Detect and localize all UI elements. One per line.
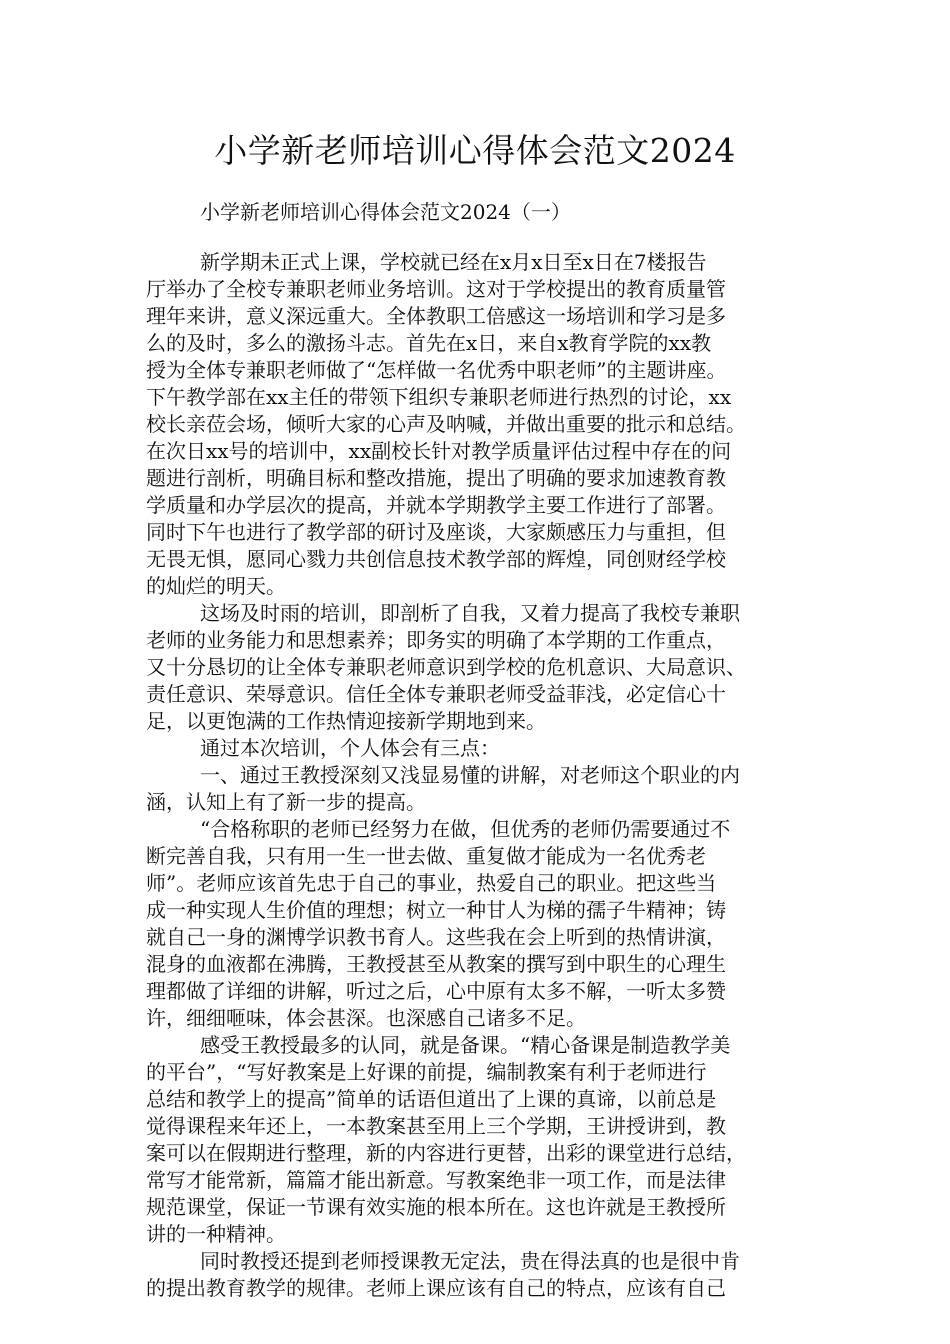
text-line: 理年来讲，意义深远重大。全体教职工倍感这一场培训和学习是多 — [146, 304, 726, 328]
text-line: 足，以更饱满的工作热情迎接新学期地到来。 — [146, 709, 546, 733]
text-line: 学质量和办学层次的提高，并就本学期教学主要工作进行了部署。 — [146, 493, 726, 517]
text-line: 断完善自我，只有用一生一世去做、重复做才能成为一名优秀老 — [146, 844, 706, 868]
text-line: 的提出教育教学的规律。老师上课应该有自己的特点，应该有自己 — [146, 1276, 726, 1300]
text-line: 混身的血液都在沸腾，王教授甚至从教案的撰写到中职生的心理生 — [146, 952, 726, 976]
text-line: 总结和教学上的提高”简单的话语但道出了上课的真谛，以前总是 — [146, 1087, 717, 1111]
text-line: 案可以在假期进行整理，新的内容进行更替，出彩的课堂进行总结， — [146, 1141, 746, 1165]
text-line: 规范课堂，保证一节课有效实施的根本所在。这也许就是王教授所 — [146, 1195, 726, 1219]
text-line: 在次日xx号的培训中，xx副校长针对教学质量评估过程中存在的问 — [146, 439, 732, 463]
text-line: 新学期未正式上课，学校就已经在x月x日至x日在7楼报告 — [200, 250, 707, 274]
text-line: 下午教学部在xx主任的带领下组织专兼职老师进行热烈的讨论，xx — [146, 385, 732, 409]
text-line: 理都做了详细的讲解，听过之后，心中原有太多不解，一听太多赞 — [146, 979, 726, 1003]
text-line: 题进行剖析，明确目标和整改措施，提出了明确的要求加速教育教 — [146, 466, 726, 490]
text-line: 老师的业务能力和思想素养；即务实的明确了本学期的工作重点， — [146, 628, 726, 652]
text-line: 同时下午也进行了教学部的研讨及座谈，大家颇感压力与重担，但 — [146, 520, 726, 544]
text-line: 成一种实现人生价值的理想；树立一种甘人为梯的孺子牛精神；铸 — [146, 898, 726, 922]
text-line: 校长亲莅会场，倾听大家的心声及呐喊，并做出重要的批示和总结。 — [146, 412, 746, 436]
text-line: 师”。老师应该首先忠于自己的事业，热爱自己的职业。把这些当 — [146, 871, 717, 895]
text-line: 这场及时雨的培训，即剖析了自我，又着力提高了我校专兼职 — [200, 601, 740, 625]
text-line: 的平台”，“写好教案是上好课的前提，编制教案有利于老师进行 — [146, 1060, 707, 1084]
text-line: 厅举办了全校专兼职老师业务培训。这对于学校提出的教育质量管 — [146, 277, 726, 301]
text-line: 涵，认知上有了新一步的提高。 — [146, 790, 426, 814]
text-line: 么的及时，多么的激扬斗志。首先在x日，来自x教育学院的xx教 — [146, 331, 712, 355]
text-line: 讲的一种精神。 — [146, 1222, 286, 1246]
text-line: “合格称职的老师已经努力在做，但优秀的老师仍需要通过不 — [200, 817, 731, 841]
text-line: 责任意识、荣辱意识。信任全体专兼职老师受益菲浅，必定信心十 — [146, 682, 726, 706]
text-line: 感受王教授最多的认同，就是备课。“精心备课是制造教学美 — [200, 1033, 731, 1057]
text-line: 许，细细咂味，体会甚深。也深感自己诸多不足。 — [146, 1006, 586, 1030]
text-line: 同时教授还提到老师授课教无定法，贵在得法真的也是很中肯 — [200, 1249, 740, 1273]
text-line: 通过本次培训，个人体会有三点： — [200, 736, 500, 760]
text-line: 就自己一身的渊博学识教书育人。这些我在会上听到的热情讲演， — [146, 925, 726, 949]
document-subtitle: 小学新老师培训心得体会范文2024（一） — [200, 200, 571, 224]
text-line: 又十分恳切的让全体专兼职老师意识到学校的危机意识、大局意识、 — [146, 655, 746, 679]
body-text — [146, 249, 826, 1302]
document-title: 小学新老师培训心得体会范文2024 — [214, 131, 736, 170]
text-line: 常写才能常新，篇篇才能出新意。写教案绝非一项工作，而是法律 — [146, 1168, 726, 1192]
text-line: 无畏无惧，愿同心戮力共创信息技术教学部的辉煌，同创财经学校 — [146, 547, 726, 571]
text-line: 授为全体专兼职老师做了“怎样做一名优秀中职老师”的主题讲座。 — [146, 358, 727, 382]
text-line: 一、通过王教授深刻又浅显易懂的讲解，对老师这个职业的内 — [200, 763, 740, 787]
text-line: 觉得课程来年还上，一本教案甚至用上三个学期，王讲授讲到，教 — [146, 1114, 726, 1138]
text-line: 的灿烂的明天。 — [146, 574, 286, 598]
